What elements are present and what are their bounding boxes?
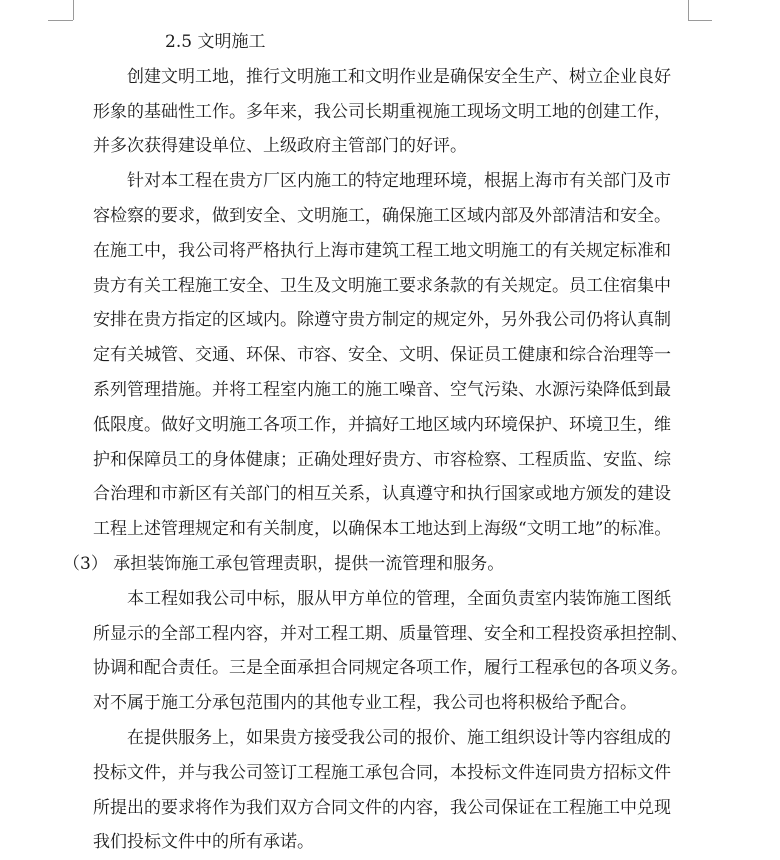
text-line: 对不属于施工分承包范围内的其他专业工程，我公司也将积极给予配合。	[93, 693, 637, 714]
list-item-heading: （3） 承担装饰施工承包管理责职，提供一流管理和服务。	[63, 553, 505, 574]
text-line: 所显示的全部工程内容，并对工程工期、质量管理、安全和工程投资承担控制、	[93, 623, 688, 644]
text-line: 形象的基础性工作。多年来，我公司长期重视施工现场文明工地的创建工作，	[93, 101, 671, 122]
text-line: 在施工中，我公司将严格执行上海市建筑工程工地文明施工的有关规定标准和	[93, 240, 671, 261]
text-line: 安排在贵方指定的区域内。除遵守贵方制定的规定外，另外我公司仍将认真制	[93, 310, 671, 331]
crop-mark-top-right-vertical	[688, 0, 689, 20]
text-line: 投标文件，并与我公司签订工程施工承包合同，本投标文件连同贵方招标文件	[93, 762, 671, 783]
text-line: 定有关城管、交通、环保、市容、安全、文明、保证员工健康和综合治理等一	[93, 345, 671, 366]
section-heading: 2.5 文明施工	[165, 32, 266, 52]
text-line: 我们投标文件中的所有承诺。	[93, 832, 314, 853]
crop-mark-top-right-horizontal	[688, 20, 712, 21]
text-line: 所提出的要求将作为我们双方合同文件的内容，我公司保证在工程施工中兑现	[93, 797, 671, 818]
text-line: 贵方有关工程施工安全、卫生及文明施工要求条款的有关规定。员工住宿集中	[93, 275, 671, 296]
text-line: 护和保障员工的身体健康；正确处理好贵方、市容检察、工程质监、安监、综	[93, 449, 671, 470]
text-line: 系列管理措施。并将工程室内施工的施工噪音、空气污染、水源污染降低到最	[93, 379, 671, 400]
text-line: 工程上述管理规定和有关制度，以确保本工地达到上海级“文明工地”的标准。	[93, 519, 672, 540]
crop-mark-top-left-horizontal	[48, 20, 73, 21]
text-line: 容检察的要求，做到安全、文明施工，确保施工区域内部及外部清洁和安全。	[93, 205, 671, 226]
text-line: 本工程如我公司中标，服从甲方单位的管理，全面负责室内装饰施工图纸	[127, 588, 671, 609]
text-line: 合治理和市新区有关部门的相互关系，认真遵守和执行国家或地方颁发的建设	[93, 484, 671, 505]
text-line: 针对本工程在贵方厂区内施工的特定地理环境，根据上海市有关部门及市	[127, 171, 671, 192]
text-line: 创建文明工地，推行文明施工和文明作业是确保安全生产、树立企业良好	[127, 66, 671, 87]
text-line: 并多次获得建设单位、上级政府主管部门的好评。	[93, 136, 467, 157]
text-line: 在提供服务上，如果贵方接受我公司的报价、施工组织设计等内容组成的	[127, 727, 671, 748]
document-body	[63, 25, 693, 860]
text-line: 协调和配合责任。三是全面承担合同规定各项工作，履行工程承包的各项义务。	[93, 658, 688, 679]
crop-mark-top-left-vertical	[73, 0, 74, 20]
text-line: 低限度。做好文明施工各项工作，并搞好工地区域内环境保护、环境卫生，维	[93, 414, 671, 435]
